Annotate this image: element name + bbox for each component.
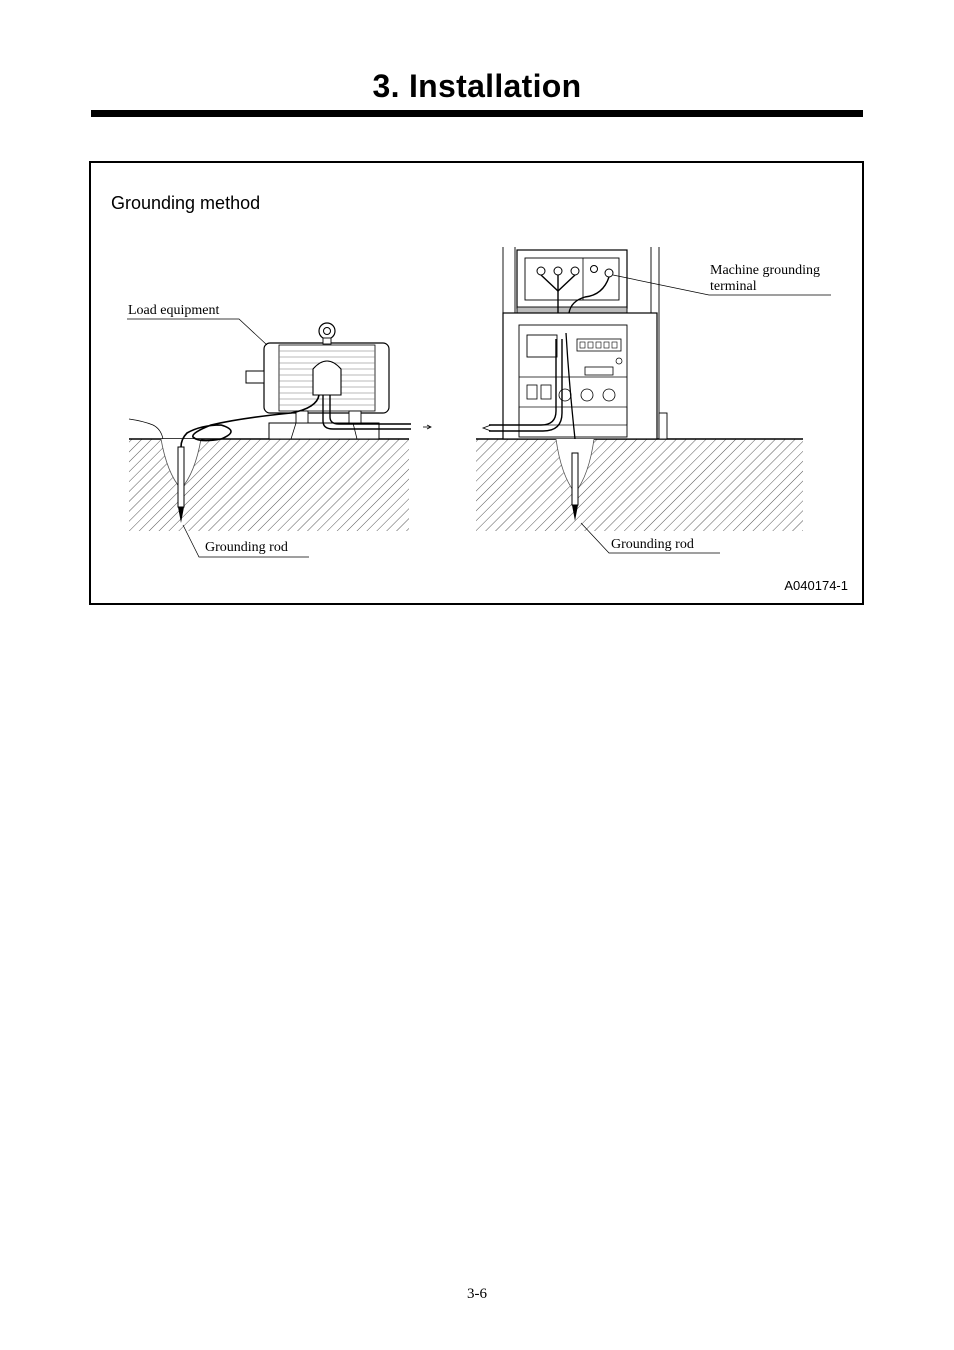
page-title: 3. Installation [372,68,582,104]
label-machine-grounding-line1: Machine grounding [710,263,821,278]
figure-caption: Grounding method [111,193,261,213]
left-grounding-rod [178,447,184,523]
machine-grounding-terminal [605,269,613,277]
figure-box [89,161,864,605]
label-grounding-rod-left: Grounding rod [205,540,288,555]
label-load-equipment: Load equipment [128,303,220,318]
motor-load-equipment [246,323,389,439]
label-grounding-rod-right: Grounding rod [611,537,694,552]
drive-cabinet [503,247,667,439]
grounding-diagram [91,163,862,603]
page-number: 3-6 [467,1286,487,1302]
title-rule [91,110,863,117]
right-ground-soil [476,439,803,531]
label-machine-grounding-line2: terminal [710,279,757,294]
figure-code: A040174-1 [784,578,848,593]
